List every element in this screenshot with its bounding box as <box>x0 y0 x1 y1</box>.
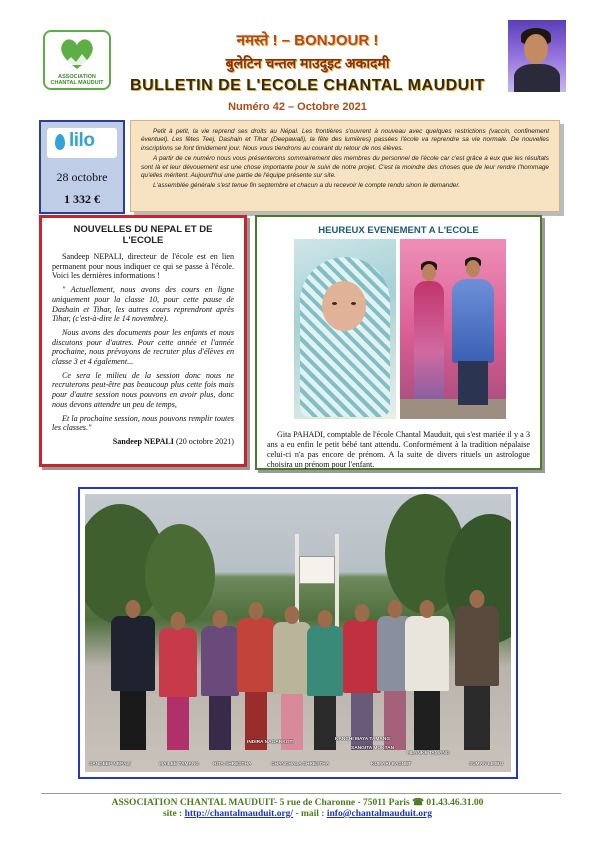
water-drop-icon <box>55 134 65 150</box>
footer-address <box>0 797 595 808</box>
person-figure <box>201 610 239 750</box>
footer-contact <box>0 809 595 819</box>
phone-icon: ☎ <box>412 798 424 808</box>
issue-number: Numéro 42 – Octobre 2021 <box>228 101 367 113</box>
photo-caption-name: MAILEE TAMANG <box>159 762 200 767</box>
person-figure <box>405 600 449 750</box>
lilo-date: 28 octobre <box>56 170 108 184</box>
group-photo <box>78 487 518 779</box>
footer-mail-label: - mail : <box>295 809 325 819</box>
lilo-logo <box>47 128 117 158</box>
intro-paragraph: Petit à petit, la vie reprend ses droits au Népal. Les frontières s'ouvrent à nouveau avec quelques restrictions (vaccin, confinement éventuel). Les fêtes Teej, Dashain et Tihar (Deepawali), la fête des lumières) passées l'école va reprendre sa vie normale. De nouvelles inscriptions se font timidement jour. Nous vous tiendrons au courant du retour de nos élèves. <box>141 128 549 152</box>
title-nepali: बुलेटिन चन्तल माउदुइट अकादमी <box>225 55 390 71</box>
person-figure <box>159 612 197 750</box>
event-text: Gita PAHADI, comptable de l'école Chantal Mauduit, qui s'est mariée il y a 3 ans a eu enfin le petit bébé tant attendu. Conformément à la tradition népalaise celui-ci n'a pas encore de prénom. A la suite de divers rituels un astrologue choisira un prénom pour l'enfant. <box>267 430 530 469</box>
lilo-donation-box <box>39 120 125 214</box>
photo-caption-name: SANGITA MOKTAN <box>351 746 395 751</box>
news-quote: Et la prochaine session, nous pouvons remplir toutes les classes." <box>52 413 234 433</box>
photo-caption-name: SANDEEP NEPALI <box>89 762 131 767</box>
signature-date: (20 octobre 2021) <box>176 436 234 446</box>
footer-phone: 01.43.46.31.00 <box>426 798 484 808</box>
logo-text-line2: CHANTAL MAUDUIT <box>50 80 104 86</box>
news-signature <box>52 437 234 446</box>
person-figure <box>307 610 343 750</box>
event-box <box>255 215 542 470</box>
lilo-amount: 1 332 € <box>64 192 100 206</box>
intro-box <box>130 120 560 212</box>
lilo-word: lilo <box>69 130 95 151</box>
intro-paragraph: A partir de ce numéro nous vous présenterons sommairement des membres du personnel de l'école car c'est grâce à eux que les résultats sont là et leur dévouement est une chose importante pour le suivi de notre projet. C'est la moindre des choses que de leur rendre l'hommage qu'elles méritent. Aujourd'hui une partie de l'équipe présente sur site. <box>141 155 549 180</box>
person-figure <box>455 590 499 750</box>
news-quote: Nous avons des documents pour les enfants et nous discutons pour d'autres. Pour cette année et l'année prochaine, nous prévoyons de recruter plus d'élèves en classe 3 et 4 également... <box>52 327 234 367</box>
signature-name: Sandeep NEPALI <box>112 436 174 446</box>
baby-photo <box>294 239 396 419</box>
news-title: NOUVELLES DU NEPAL ET DE L'ECOLE <box>73 224 213 246</box>
mail-link[interactable]: info@chantalmauduit.org <box>326 809 433 819</box>
news-quote: " Actuellement, nous avons des cours en ligne uniquement pour la classe 10, pour cette pause de Dashain et Tihar, les autres cours reprendront après Tihar, (c'est-à-dire le 14 novembre). <box>52 285 234 324</box>
person-figure <box>111 600 155 750</box>
portrait-photo <box>508 20 566 92</box>
person-figure <box>237 602 275 750</box>
news-quote: Ce sera le milieu de la session donc nous ne recruterons peut-être pas beaucoup plus cette fois mais pour d'autre session nous pouvons en avoir plus, donc nous devons attendre un peu de temps, <box>52 370 234 409</box>
couple-photo <box>400 239 506 419</box>
footer-site-label: site : <box>162 809 183 819</box>
event-title: HEUREUX EVENEMENT A L'ECOLE <box>318 225 479 236</box>
photo-caption-name: SUMAN LIMBU <box>469 762 504 767</box>
photo-caption-name: KANCHI MAYA TAMANG <box>335 737 391 742</box>
photo-caption-name: CHANCHALA SHRESTHA <box>271 762 330 767</box>
person-figure <box>273 606 311 750</box>
photo-caption-name: KUMARI BASNET <box>371 762 412 767</box>
photo-caption-name: RITA SHRESTHA <box>213 762 252 767</box>
person-figure <box>343 604 381 750</box>
association-logo <box>43 30 111 90</box>
logo-text-line1: ASSOCIATION <box>58 74 96 80</box>
news-paragraph: Sandeep NEPALI, directeur de l'école est en lien permanent pour nous indiquer ce qui se passe à l'école. Voici les dernières informations ! <box>52 252 234 281</box>
site-link[interactable]: http://chantalmauduit.org/ <box>184 809 294 819</box>
staff-group-photo <box>85 494 511 772</box>
news-box <box>39 215 247 467</box>
greeting: नमस्ते ! – BONJOUR ! <box>236 32 379 49</box>
photo-caption-name: MLANKE TAMANG <box>407 751 450 756</box>
title-french: BULLETIN DE L'ECOLE CHANTAL MAUDUIT <box>130 77 485 94</box>
footer-association: ASSOCIATION CHANTAL MAUDUIT- 5 rue de Charonne - 75011 Paris <box>111 798 410 808</box>
heart-mountain-icon <box>57 35 97 73</box>
footer-divider <box>41 793 561 794</box>
photo-caption-name: INDIRA NAGARKOTI <box>247 740 294 745</box>
intro-paragraph: L'assemblée générale s'est tenue fin septembre et chacun a du recevoir le compte rendu sinon le demander. <box>153 182 461 190</box>
